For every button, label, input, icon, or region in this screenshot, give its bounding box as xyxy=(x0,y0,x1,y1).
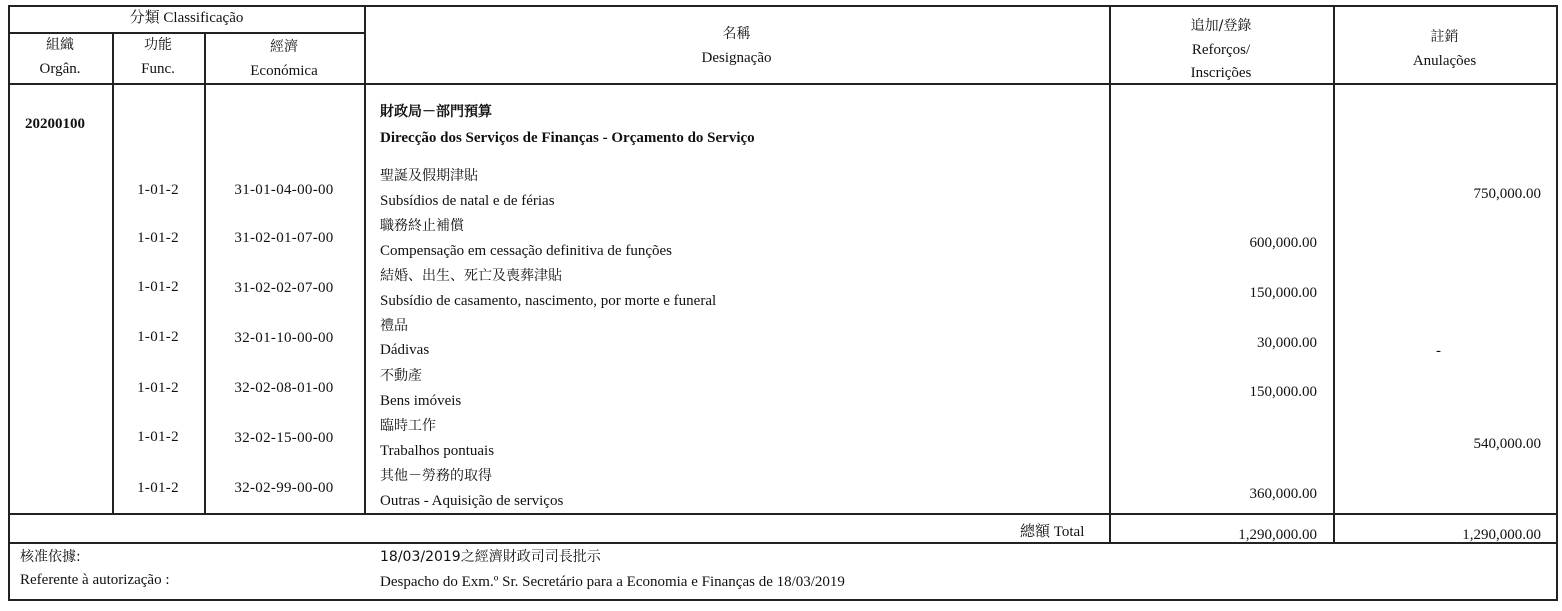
designation-header-pt: Designação xyxy=(701,50,772,66)
designation-reinforcement-divider xyxy=(1109,5,1111,542)
section-title-pt: Direcção dos Serviços de Finanças - Orçamento do Serviço xyxy=(380,130,755,146)
econ-code: 31-02-01-07-00 xyxy=(234,230,334,246)
annulment-value: - xyxy=(1436,343,1441,359)
econ-code: 32-01-10-00-00 xyxy=(234,330,334,346)
designation-pt: Dádivas xyxy=(380,342,430,358)
econ-designation-divider xyxy=(364,5,366,513)
total-reinforcement: 1,290,000.00 xyxy=(1238,527,1317,543)
classification-divider xyxy=(8,32,365,34)
table-right-border xyxy=(1556,5,1558,601)
total-annulment: 1,290,000.00 xyxy=(1462,527,1541,543)
econ-code: 31-01-04-00-00 xyxy=(234,182,334,198)
table-left-border xyxy=(8,5,10,601)
designation-zh: 不動產 xyxy=(380,368,422,384)
designation-zh: 禮品 xyxy=(380,318,408,334)
designation-pt: Subsídios de natal e de férias xyxy=(380,193,555,209)
table-bottom-border xyxy=(8,599,1558,601)
func-header-zh: 功能 xyxy=(144,37,172,53)
reinforcement-annulment-divider xyxy=(1333,5,1335,542)
reinforcement-value: 600,000.00 xyxy=(1249,235,1317,251)
authorization-text-zh: 18/03/2019之經濟財政司司長批示 xyxy=(380,549,601,565)
designation-pt: Trabalhos pontuais xyxy=(380,443,495,459)
econ-header-zh: 經濟 xyxy=(270,39,298,55)
body-bottom-border xyxy=(8,513,1558,515)
designation-pt: Compensação em cessação definitiva de funções xyxy=(380,243,672,259)
reinforcement-header-zh: 追加/登錄 xyxy=(1190,18,1252,34)
designation-zh: 其他－勞務的取得 xyxy=(380,468,492,484)
designation-header-zh: 名稱 xyxy=(722,26,751,42)
table-top-border xyxy=(8,5,1558,7)
organ-code: 20200100 xyxy=(25,116,85,132)
total-label: 總額 Total xyxy=(1020,524,1085,540)
organ-header-zh: 組織 xyxy=(46,37,74,53)
func-code: 1-01-2 xyxy=(137,429,179,445)
designation-zh: 臨時工作 xyxy=(380,418,436,434)
reinforcement-value: 360,000.00 xyxy=(1249,486,1317,502)
econ-code: 31-02-02-07-00 xyxy=(234,280,334,296)
func-code: 1-01-2 xyxy=(137,182,179,198)
section-title-zh: 財政局－部門預算 xyxy=(380,104,492,120)
header-bottom-border xyxy=(8,83,1558,85)
annulment-value: 540,000.00 xyxy=(1473,436,1541,452)
authorization-label-pt: Referente à autorização : xyxy=(20,572,170,588)
total-bottom-border xyxy=(8,542,1558,544)
designation-zh: 結婚、出生、死亡及喪葬津貼 xyxy=(380,268,562,284)
reinforcement-value: 150,000.00 xyxy=(1249,384,1317,400)
func-code: 1-01-2 xyxy=(137,380,179,396)
reinforcement-value: 30,000.00 xyxy=(1257,335,1317,351)
econ-code: 32-02-15-00-00 xyxy=(234,430,334,446)
annulment-header-zh: 註銷 xyxy=(1430,29,1459,45)
func-code: 1-01-2 xyxy=(137,329,179,345)
designation-zh: 職務終止補償 xyxy=(380,218,464,234)
func-code: 1-01-2 xyxy=(137,279,179,295)
designation-zh: 聖誕及假期津貼 xyxy=(380,168,478,184)
authorization-text-pt: Despacho do Exm.º Sr. Secretário para a Economia e Finanças de 18/03/2019 xyxy=(380,574,845,590)
econ-header-pt: Económica xyxy=(250,63,318,79)
authorization-label-zh: 核准依據: xyxy=(20,549,81,565)
func-code: 1-01-2 xyxy=(137,480,179,496)
budget-table xyxy=(8,5,1558,601)
reinforcement-header-pt2: Inscrições xyxy=(1190,65,1252,81)
econ-code: 32-02-08-01-00 xyxy=(234,380,334,396)
designation-pt: Outras - Aquisição de serviços xyxy=(380,493,564,509)
econ-code: 32-02-99-00-00 xyxy=(234,480,334,496)
annulment-value: 750,000.00 xyxy=(1473,186,1541,202)
organ-header-pt: Orgân. xyxy=(39,61,81,77)
designation-pt: Subsídio de casamento, nascimento, por morte e funeral xyxy=(380,293,717,309)
annulment-header-pt: Anulações xyxy=(1412,53,1477,69)
reinforcement-value: 150,000.00 xyxy=(1249,285,1317,301)
func-header-pt: Func. xyxy=(141,61,175,77)
classification-header: 分類 Classificação xyxy=(129,10,244,26)
designation-pt: Bens imóveis xyxy=(380,393,462,409)
func-code: 1-01-2 xyxy=(137,230,179,246)
reinforcement-header-pt1: Reforços/ xyxy=(1191,42,1251,58)
